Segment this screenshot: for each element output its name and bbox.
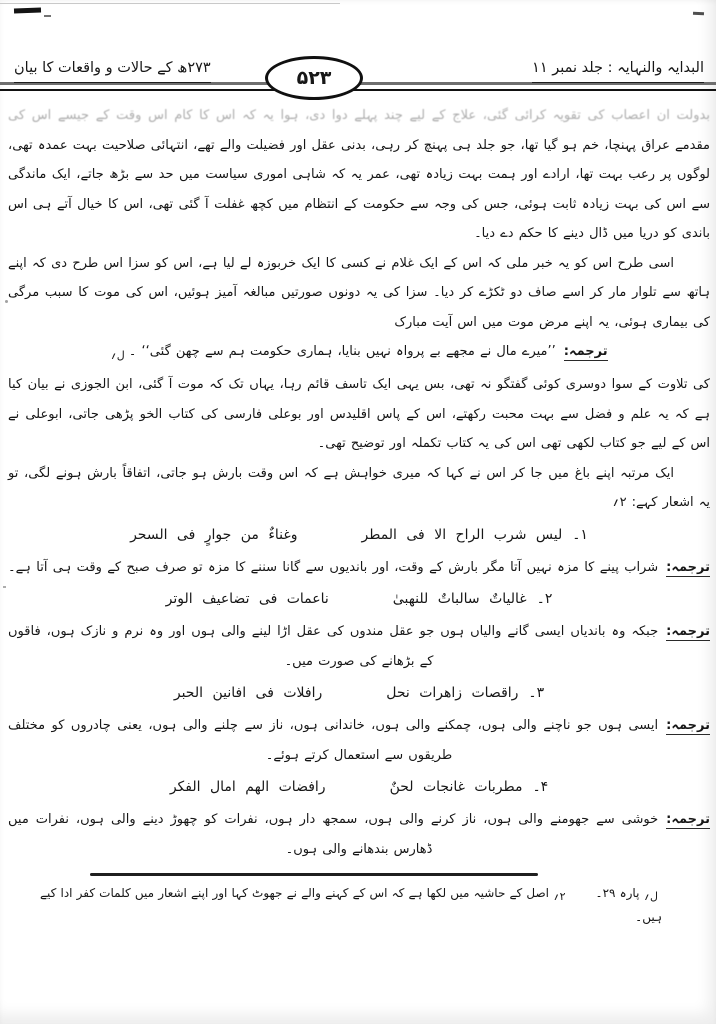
translation-label: ترجمہ: xyxy=(666,812,710,828)
body-paragraph-4: ایک مرتبہ اپنے باغ میں جا کر اس نے کہا کہ میری خواہش ہے کہ اس وقت بارش ہو جاتی، اتفاقاً بارش ہونے لگی، تو یہ اشعار کہے: ۲؍ xyxy=(8,465,710,511)
verse-hemistich-left: ناعمات فی تضاعیف الوتر xyxy=(165,591,329,608)
verse-row-1 xyxy=(8,520,710,551)
body-paragraph-3: کی تلاوت کے سوا دوسری کوئی گفتگو نہ تھی، بس یہی ایک تاسف قائم رہا، یہاں تک کہ موت آ گئی، ابن الجوزی نے بیان کیا ہے کہ یہ علم و فضل سے بہت محبت رکھتے، اس کے پاس اقلیدس اور بوعلی فارسی کی کتاب الخو پڑھی جاتی، ابوعلی نے اس کے لیے جو کتاب لکھی تھی اس کی یہ کتاب تکملہ اور توضیح تھی۔ xyxy=(8,377,710,452)
book-title: البدایہ والنہایہ : جلد نمبر ۱۱ xyxy=(532,60,704,83)
quote-text: ’’میرے مال نے مجھے بے پرواہ نہیں بنایا، ہماری حکومت ہم سے چھن گئی‘‘ ۔ xyxy=(128,344,556,359)
verse-hemistich-right: راقصات زاهرات نحل xyxy=(386,685,519,702)
footnote-text: پارہ ۲۹۔ xyxy=(595,886,640,901)
translation-text: جبکہ وہ باندیاں ایسی گانے والیاں ہوں جو عقل مندوں کی عقل اڑا لینے والی ہوں اور وہ نرم و نازک ہوں، فاقوں کے بڑھانے کی صورت میں۔ xyxy=(8,624,659,669)
body-paragraph-2: اسی طرح اس کو یہ خبر ملی کہ اس کے ایک غلام نے کسی کا ایک خربوزہ لے لیا ہے، اس کو سزا اس طرح دی کہ اپنے ہاتھ سے تلوار مار کر اسے صاف دو ٹکڑے کر دیا۔ سزا کی یہ دونوں صورتیں مبالغہ آمیز ہوئیں، اس کی موت کا سبب مرگی کی بیماری ہوئی، یہ اپنے مرض موت میں اس آیت مبارک xyxy=(8,255,710,330)
translation-text: ایسی ہوں جو ناچنے والی ہوں، چمکنے والی ہوں، خاندانی ہوں، ناز سے چلنے والی ہوں، یعنی چادروں کو مختلف طریقوں سے استعمال کرتے ہوئے۔ xyxy=(8,718,659,763)
translation-label: ترجمہ: xyxy=(666,559,710,575)
footnote-marker: ۲؍ xyxy=(553,890,566,904)
scan-artifact xyxy=(3,586,6,588)
quote-line xyxy=(8,337,710,370)
verse-number: ۳۔ xyxy=(528,685,545,702)
page-number: ۵۲۳ xyxy=(296,67,332,89)
verse-hemistich-left: رافلات فی افانین الحبر xyxy=(173,685,323,702)
translation-label: ترجمہ: xyxy=(666,624,710,640)
footnote-marker: ل؍ xyxy=(643,890,658,904)
page-number-badge xyxy=(265,56,363,100)
chapter-title: ۲۷۳ھ کے حالات و واقعات کا بیان xyxy=(14,60,211,83)
body-paragraph-1 xyxy=(8,101,710,249)
translation-text: خوشی سے جھومنے والی ہوں، ناز کرنے والی ہوں، سمجھ دار ہوں، نفرات کو چھوڑ دینے والی ہوں، نفرات میں ڈھارس بندھانے والی ہوں۔ xyxy=(8,812,659,857)
page-footer xyxy=(0,873,716,928)
verse-translation-4 xyxy=(8,805,710,864)
verse-row-3 xyxy=(8,678,710,709)
translation-label: ترجمہ: xyxy=(666,718,710,734)
translation-label: ترجمہ: xyxy=(563,344,608,359)
verse-number: ۲۔ xyxy=(536,591,553,608)
verse-hemistich-right: لیس شرب الراح الا فی المطر xyxy=(361,526,563,543)
footnote-ref-marker: ل؍ xyxy=(110,348,125,362)
verse-hemistich-right: مطربات غانجات لحنٌ xyxy=(389,779,523,796)
verse-translation-1 xyxy=(8,553,710,583)
verse-row-4 xyxy=(8,772,710,803)
footnote xyxy=(0,883,716,928)
verse-row-2 xyxy=(8,584,710,615)
verse-number: ۱۔ xyxy=(572,526,588,543)
page-header xyxy=(0,0,716,91)
footnote-rule xyxy=(90,873,538,876)
faded-scan-text: بدولت ان اعصاب کی تقویہ کرائی گئی، علاج کے لیے چند پہلے دوا دی، ہوا یہ کہ اس کا کام اس وقت کے جیسے اس کی xyxy=(8,108,710,123)
verse-hemistich-left: وغناءٌ من جوارٍ فی السحر xyxy=(130,526,298,543)
translation-text: شراب پینے کا مزہ نہیں آتا مگر بارش کے وقت، اور باندیوں سے گانا سننے کا مزہ تو صرف صبح کے وقت ہی آتا ہے۔ xyxy=(8,559,659,575)
verse-translation-2 xyxy=(8,617,710,676)
paragraph-text: مقدمے عراق پہنچا، خم ہو گیا تھا، جو جلد ہی پہنچ کر رہی، بدنی عقل اور فضیلت والے تھے، انتہائی صلاحیت بہت عمدہ تھی، لوگوں پر رعب بہت تھا، ارادے اور ہمت بہت زیادہ تھی، عمر یہ کہ شاہی اموری سیاست میں حد سے بڑھ جاتے، ایک ماندگی سے اس کی بہت زیادہ ثابت ہوئی، جس کی وجہ سے حکومت کے انتظام میں کچھ غفلت آ گئی تھی، اس کا خیال آتے ہی اس باندی کو دریا میں ڈال دینے کا حکم دے دیا۔ xyxy=(8,137,710,241)
page-body xyxy=(0,91,716,864)
verse-number: ۴۔ xyxy=(532,779,549,796)
scan-artifact xyxy=(5,300,8,303)
footnote-text: اصل کے حاشیہ میں لکھا ہے کہ اس کے کہنے والے نے جھوٹ کہا اور اپنے اشعار میں کلمات کفر ادا کیے ہیں۔ xyxy=(40,886,662,925)
verse-translation-3 xyxy=(8,711,710,770)
verse-hemistich-right: غالیاتٌ سالباتٌ للنهبیٰ xyxy=(392,591,527,608)
verse-hemistich-left: رافضات الهم امال الفکر xyxy=(169,779,326,796)
